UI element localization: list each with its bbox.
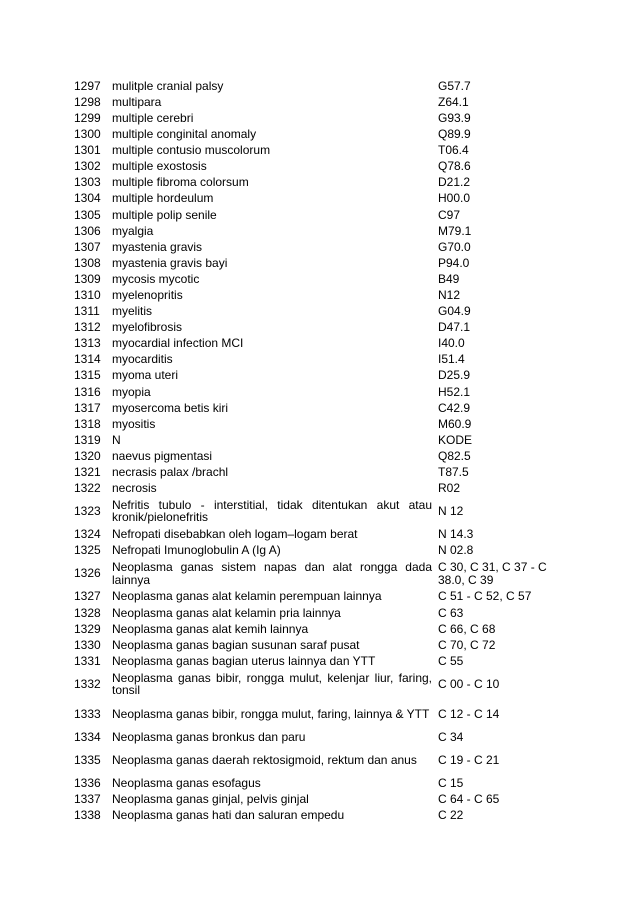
row-number: 1312 bbox=[74, 320, 101, 335]
icd-code: KODE bbox=[438, 432, 473, 447]
table-row bbox=[74, 126, 550, 142]
table-row bbox=[74, 637, 550, 653]
table-row bbox=[74, 745, 550, 775]
row-number: 1309 bbox=[74, 271, 101, 286]
table-row bbox=[74, 223, 550, 239]
icd-code: Q78.6 bbox=[438, 159, 471, 174]
diagnosis-code-table bbox=[74, 78, 550, 823]
table-row bbox=[74, 303, 550, 319]
diagnosis-name: Neoplasma ganas hati dan saluran empedu bbox=[112, 808, 345, 823]
row-number: 1303 bbox=[74, 175, 101, 190]
diagnosis-name: Neoplasma ganas alat kelamin perempuan lainnya bbox=[112, 589, 382, 604]
row-number: 1337 bbox=[74, 792, 101, 807]
diagnosis-name: Neoplasma ganas alat kemih lainnya bbox=[112, 621, 309, 636]
table-row bbox=[74, 78, 550, 94]
diagnosis-name: myastenia gravis bbox=[112, 239, 203, 254]
table-row bbox=[74, 400, 550, 416]
row-number: 1313 bbox=[74, 336, 101, 351]
table-row bbox=[74, 621, 550, 637]
row-number: 1317 bbox=[74, 400, 101, 415]
diagnosis-name: Neoplasma ganas bibir, rongga mulut, kelenjar liur, faring, tonsil bbox=[112, 670, 432, 698]
row-number: 1324 bbox=[74, 527, 101, 542]
icd-code: C 22 bbox=[438, 808, 464, 823]
diagnosis-name: multipara bbox=[112, 94, 162, 109]
icd-code: G04.9 bbox=[438, 304, 471, 319]
icd-code: C 12 - C 14 bbox=[438, 706, 500, 721]
table-row bbox=[74, 110, 550, 126]
row-number: 1326 bbox=[74, 566, 101, 581]
table-row bbox=[74, 158, 550, 174]
icd-code: C42.9 bbox=[438, 400, 471, 415]
diagnosis-name: Neoplasma ganas bagian uterus lainnya dan YTT bbox=[112, 653, 376, 668]
diagnosis-name: multiple conginital anomaly bbox=[112, 127, 257, 142]
diagnosis-name: myocardial infection MCI bbox=[112, 336, 244, 351]
icd-code: P94.0 bbox=[438, 255, 470, 270]
table-row bbox=[74, 319, 550, 335]
diagnosis-name: Neoplasma ganas daerah rektosigmoid, rektum dan anus bbox=[112, 752, 417, 767]
row-number: 1336 bbox=[74, 775, 101, 790]
row-number: 1322 bbox=[74, 481, 101, 496]
diagnosis-name: myoma uteri bbox=[112, 368, 179, 383]
icd-code: C 15 bbox=[438, 775, 464, 790]
icd-code: R02 bbox=[438, 481, 461, 496]
table-row bbox=[74, 669, 550, 699]
table-row bbox=[74, 287, 550, 303]
icd-code: I51.4 bbox=[438, 352, 465, 367]
diagnosis-name: myosercoma betis kiri bbox=[112, 400, 229, 415]
row-number: 1301 bbox=[74, 143, 101, 158]
row-number: 1333 bbox=[74, 706, 101, 721]
icd-code: T87.5 bbox=[438, 465, 469, 480]
table-row bbox=[74, 605, 550, 621]
row-number: 1332 bbox=[74, 676, 101, 691]
diagnosis-name: Neoplasma ganas bibir, rongga mulut, faring, lainnya & YTT bbox=[112, 706, 430, 721]
diagnosis-name: multiple polip senile bbox=[112, 207, 217, 222]
row-number: 1325 bbox=[74, 543, 101, 558]
row-number: 1307 bbox=[74, 239, 101, 254]
icd-code: C97 bbox=[438, 207, 461, 222]
row-number: 1331 bbox=[74, 653, 101, 668]
row-number: 1305 bbox=[74, 207, 101, 222]
icd-code: I40.0 bbox=[438, 336, 465, 351]
diagnosis-name: mycosis mycotic bbox=[112, 271, 200, 286]
diagnosis-name: Nefropati disebabkan oleh logam–logam berat bbox=[112, 527, 358, 542]
diagnosis-name: myopia bbox=[112, 384, 151, 399]
icd-code: D25.9 bbox=[438, 368, 471, 383]
diagnosis-name: multiple fibroma colorsum bbox=[112, 175, 249, 190]
icd-code: H00.0 bbox=[438, 191, 471, 206]
row-number: 1328 bbox=[74, 605, 101, 620]
icd-code: N 14.3 bbox=[438, 527, 474, 542]
row-number: 1321 bbox=[74, 465, 101, 480]
icd-code: D21.2 bbox=[438, 175, 471, 190]
diagnosis-name: myastenia gravis bayi bbox=[112, 255, 228, 270]
row-number: 1297 bbox=[74, 78, 101, 93]
diagnosis-name: mulitple cranial palsy bbox=[112, 78, 224, 93]
row-number: 1308 bbox=[74, 255, 101, 270]
icd-code: G70.0 bbox=[438, 239, 471, 254]
diagnosis-name: multiple exostosis bbox=[112, 159, 207, 174]
diagnosis-name: myelenopritis bbox=[112, 288, 183, 303]
diagnosis-name: myelitis bbox=[112, 304, 153, 319]
icd-code: N 12 bbox=[438, 504, 464, 519]
row-number: 1300 bbox=[74, 127, 101, 142]
row-number: 1318 bbox=[74, 416, 101, 431]
diagnosis-name: Nefropati Imunoglobulin A (Ig A) bbox=[112, 543, 281, 558]
icd-code: C 00 - C 10 bbox=[438, 676, 500, 691]
table-body bbox=[74, 78, 550, 823]
icd-code: N12 bbox=[438, 288, 461, 303]
table-row bbox=[74, 336, 550, 352]
icd-code: M79.1 bbox=[438, 223, 472, 238]
diagnosis-name: Neoplasma ganas bronkus dan paru bbox=[112, 729, 306, 744]
icd-code: M60.9 bbox=[438, 416, 472, 431]
row-number: 1335 bbox=[74, 752, 101, 767]
diagnosis-name: naevus pigmentasi bbox=[112, 448, 213, 463]
diagnosis-name: multiple hordeulum bbox=[112, 191, 214, 206]
diagnosis-name: myelofibrosis bbox=[112, 320, 183, 335]
diagnosis-name: Nefritis tubulo - interstitial, tidak ditentukan akut atau kronik/pielonefritis bbox=[112, 497, 432, 525]
diagnosis-name: myocarditis bbox=[112, 352, 173, 367]
diagnosis-name: Neoplasma ganas bagian susunan saraf pusat bbox=[112, 637, 360, 652]
icd-code: C 70, C 72 bbox=[438, 637, 496, 652]
table-row bbox=[74, 94, 550, 110]
diagnosis-name: Neoplasma ganas ginjal, pelvis ginjal bbox=[112, 792, 309, 807]
row-number: 1302 bbox=[74, 159, 101, 174]
diagnosis-name: multiple contusio muscolorum bbox=[112, 143, 271, 158]
row-number: 1311 bbox=[74, 304, 100, 319]
icd-code: T06.4 bbox=[438, 143, 469, 158]
icd-code: N 02.8 bbox=[438, 543, 474, 558]
icd-code: C 30, C 31, C 37 - C 38.0, C 39 bbox=[438, 560, 547, 587]
icd-code: H52.1 bbox=[438, 384, 471, 399]
table-row bbox=[74, 480, 550, 496]
row-number: 1310 bbox=[74, 288, 101, 303]
table-row bbox=[74, 543, 550, 559]
table-row bbox=[74, 559, 550, 589]
diagnosis-name: myalgia bbox=[112, 223, 154, 238]
icd-code: B49 bbox=[438, 271, 460, 286]
row-number: 1316 bbox=[74, 384, 101, 399]
diagnosis-name: myositis bbox=[112, 416, 156, 431]
icd-code: C 19 - C 21 bbox=[438, 752, 500, 767]
icd-code: C 51 - C 52, C 57 bbox=[438, 589, 532, 604]
row-number: 1338 bbox=[74, 808, 101, 823]
row-number: 1314 bbox=[74, 352, 101, 367]
icd-code: C 63 bbox=[438, 605, 464, 620]
row-number: 1334 bbox=[74, 729, 101, 744]
table-row bbox=[74, 384, 550, 400]
table-row bbox=[74, 191, 550, 207]
table-row bbox=[74, 791, 550, 807]
row-number: 1323 bbox=[74, 504, 101, 519]
diagnosis-name: necrosis bbox=[112, 481, 157, 496]
table-row bbox=[74, 255, 550, 271]
table-row bbox=[74, 775, 550, 791]
icd-code: C 55 bbox=[438, 653, 464, 668]
icd-code: Z64.1 bbox=[438, 94, 469, 109]
table-row bbox=[74, 352, 550, 368]
table-row bbox=[74, 175, 550, 191]
icd-code: G57.7 bbox=[438, 78, 471, 93]
row-number: 1327 bbox=[74, 589, 101, 604]
table-row bbox=[74, 416, 550, 432]
icd-code: C 34 bbox=[438, 729, 464, 744]
row-number: 1320 bbox=[74, 448, 101, 463]
table-row bbox=[74, 432, 550, 448]
icd-code: G93.9 bbox=[438, 110, 471, 125]
table-row bbox=[74, 589, 550, 605]
table-row bbox=[74, 699, 550, 729]
icd-code: C 66, C 68 bbox=[438, 621, 496, 636]
table-row bbox=[74, 729, 550, 745]
table-row bbox=[74, 207, 550, 223]
table-row bbox=[74, 448, 550, 464]
diagnosis-name: necrasis palax /brachl bbox=[112, 465, 229, 480]
table-row bbox=[74, 653, 550, 669]
table-row bbox=[74, 807, 550, 823]
diagnosis-name: Neoplasma ganas sistem napas dan alat rongga dada lainnya bbox=[112, 560, 432, 587]
icd-code: C 64 - C 65 bbox=[438, 792, 500, 807]
row-number: 1330 bbox=[74, 637, 101, 652]
row-number: 1299 bbox=[74, 110, 101, 125]
row-number: 1306 bbox=[74, 223, 101, 238]
row-number: 1298 bbox=[74, 94, 101, 109]
table-row bbox=[74, 496, 550, 526]
diagnosis-name: Neoplasma ganas alat kelamin pria lainnya bbox=[112, 605, 341, 620]
table-row bbox=[74, 142, 550, 158]
table-row bbox=[74, 239, 550, 255]
diagnosis-name: multiple cerebri bbox=[112, 110, 194, 125]
diagnosis-name: Neoplasma ganas esofagus bbox=[112, 775, 261, 790]
icd-code: Q89.9 bbox=[438, 127, 471, 142]
icd-code: D47.1 bbox=[438, 320, 471, 335]
row-number: 1304 bbox=[74, 191, 101, 206]
table-row bbox=[74, 526, 550, 542]
diagnosis-name: N bbox=[112, 432, 121, 447]
row-number: 1319 bbox=[74, 432, 101, 447]
table-row bbox=[74, 271, 550, 287]
table-row bbox=[74, 368, 550, 384]
table-row bbox=[74, 464, 550, 480]
row-number: 1315 bbox=[74, 368, 101, 383]
icd-code: Q82.5 bbox=[438, 448, 471, 463]
row-number: 1329 bbox=[74, 621, 101, 636]
